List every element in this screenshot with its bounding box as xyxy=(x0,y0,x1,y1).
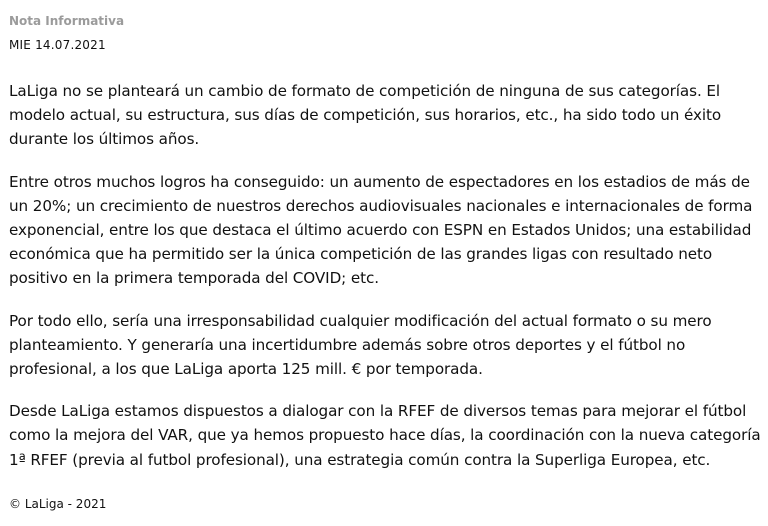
article-paragraph-1: LaLiga no se planteará un cambio de formato de competición de ninguna de sus categorías. El modelo actual, su estructura, sus días de competición, sus horarios, etc., ha sido todo un éxito durante los últimos años. xyxy=(9,82,722,149)
publication-date: MIE 14.07.2021 xyxy=(9,38,106,52)
article-paragraph-3: Por todo ello, sería una irresponsabilidad cualquier modificación del actual formato o su mero planteamiento. Y generaría una incertidumbre además sobre otros deportes y el fútbol no profesional, a los que LaLiga aporta 125 mill. € por temporada. xyxy=(9,311,712,379)
article-body xyxy=(9,79,761,490)
copyright-footer: © LaLiga - 2021 xyxy=(9,497,107,511)
article-paragraph-2: Entre otros muchos logros ha conseguido: un aumento de espectadores en los estadios de más de un 20%; un crecimiento de nuestros derechos audiovisuales nacionales e internacionales de forma exponencial, entre los que destaca el último acuerdo con ESPN en Estados Unidos; una estabilidad económica que ha permitido ser la única competición de las grandes ligas con resultado neto positivo en la primera temporada del COVID; etc. xyxy=(9,172,753,288)
article-paragraph-4: Desde LaLiga estamos dispuestos a dialogar con la RFEF de diversos temas para mejorar el fútbol como la mejora del VAR, que ya hemos propuesto hace días, la coordinación con la nueva categoría 1ª RFEF (previa al futbol profesional), una estrategia común contra la Superliga Europea, etc. xyxy=(9,402,761,469)
note-type-label: Nota Informativa xyxy=(9,14,125,28)
